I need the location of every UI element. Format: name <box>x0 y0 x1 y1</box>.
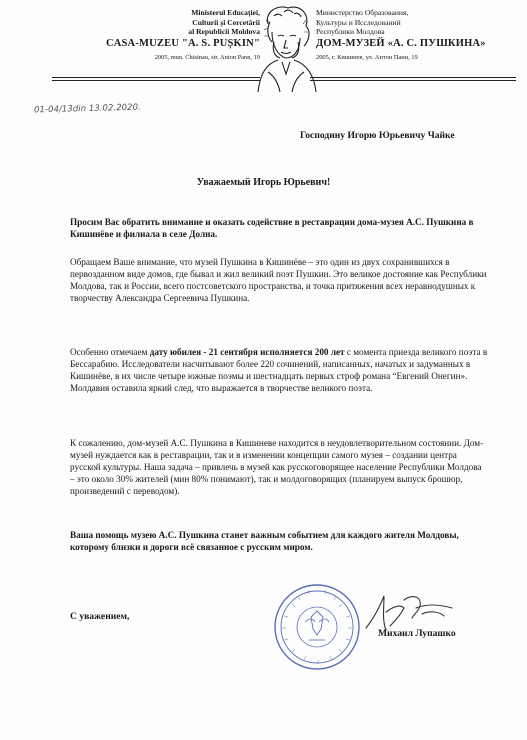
salutation: Уважаемый Игорь Юрьевич! <box>196 177 331 188</box>
paragraph-condition: К сожалению, дом-музей А.С. Пушкина в Кишиневе находится в неудовлетворительном состоянии. Дом-музей нуждается как в реставрации, так и в изменении концепции самого музея – создании центра русской культуры. Наша задача – привлечь в музей как русскоговорящее население Республики Молдова – это около 30% жителей (мин 80% понимают), так и молдоговорящих (планируем выпуск брошюр, произведений с переводом). <box>70 438 484 496</box>
handwritten-reference-note: 01-04/13din 13.02.2020. <box>33 102 141 116</box>
letterhead-rule <box>52 77 260 78</box>
letterhead-right <box>316 8 516 62</box>
paragraph-museum-importance: Обращаем Ваше внимание, что музей Пушкина в Кишинёве – это один из двух сохранившихся в первозданном виде домов, где бывал и жил великий поэт Пушкин. Это великое достояние как Республики Молдова, так и России, всего постсоветского пространства, и точка притяжения всех неравнодушных к творчеству Александра Сергеевича Пушкина. <box>70 257 487 303</box>
address-ru: 2005, г. Кишинев, ул. Антон Панн, 19 <box>316 53 418 61</box>
museum-name-ro: CASA-MUZEU "A. S. PUȘKIN" <box>105 37 260 49</box>
anniversary-date: дату юбилея - 21 сентября исполняется 200 лет <box>149 347 345 357</box>
museum-name-ru: ДОМ-МУЗЕЙ «А. С. ПУШКИНА» <box>316 37 486 49</box>
anniversary-details: с момента приезда великого поэта в Бессарабию. Исследователи насчитывают более 220 сочинений, написанных, начатых и задуманных в Кишинёве, в их числе четыре южные поэмы и шестнадцать первых строф романа “Евгений Онегин». Молдавия оставила яркий след, что выражается в творчестве великого поэта. <box>70 347 488 393</box>
closing-phrase: С уважением, <box>70 611 130 622</box>
paragraph-anniversary <box>70 346 488 394</box>
letterhead-rule <box>52 80 260 81</box>
paragraph-request: Просим Вас обратить внимание и оказать содействие в реставрации дома-музея А.С. Пушкина в Кишинёве и филиала в селе Долна. <box>70 217 474 239</box>
ministry-line-3-ru: Республики Молдова <box>316 27 385 37</box>
ministry-line-3: al Republicii Moldova <box>188 27 260 37</box>
ministry-line-1-ru: Министерство Образования, <box>316 8 409 17</box>
ministry-line-2: Culturii și Cercetării <box>192 17 260 27</box>
signer-name: Михаил Лупашко <box>378 628 456 639</box>
ministry-line-2-ru: Культуры и Исследований <box>316 17 401 27</box>
anniversary-intro: Особенно отмечаем <box>70 347 150 357</box>
official-stamp <box>272 582 362 672</box>
ministry-line-1: Ministerul Educației, <box>191 8 260 17</box>
letterhead-rule <box>310 77 516 78</box>
paragraph-conclusion: Ваша помощь музею А.С. Пушкина станет важным событием для каждого жителя Молдовы, которому близки и дороги всё связанное с русским миром. <box>70 530 459 552</box>
letterhead-rule <box>310 80 516 81</box>
address-ro: 2005, mun. Chisinau, str. Anton Pann, 19 <box>154 53 260 61</box>
addressee: Господину Игорю Юрьевичу Чайке <box>300 130 455 141</box>
letterhead-left <box>52 8 260 62</box>
